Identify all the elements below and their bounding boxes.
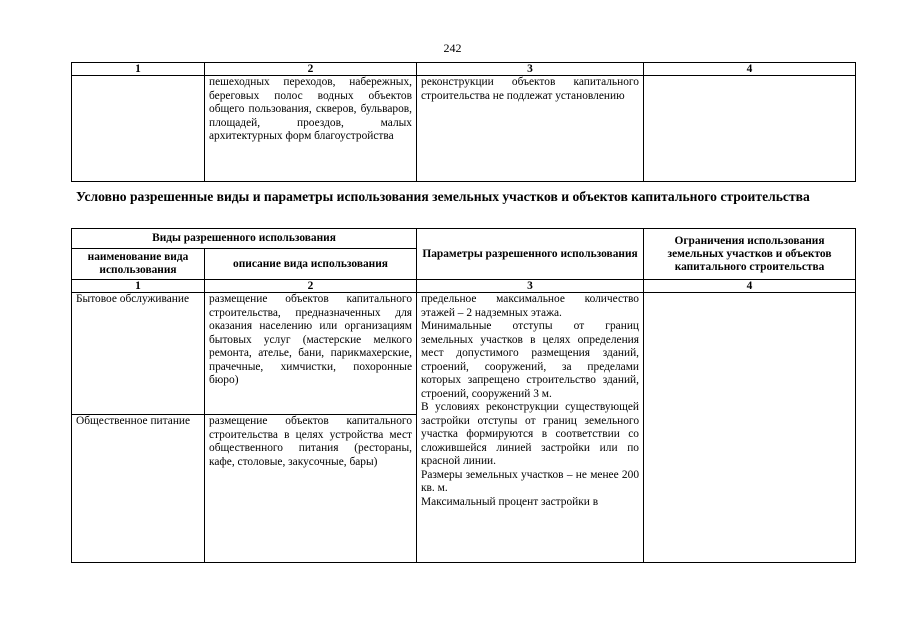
header-row-1 xyxy=(72,229,856,249)
cell-name: Общественное питание xyxy=(72,415,205,563)
header-parameters: Параметры разрешенного использования xyxy=(417,229,644,280)
column-number-1: 1 xyxy=(72,280,205,293)
column-number-2: 2 xyxy=(205,280,417,293)
cell-description: размещение объектов капитального строительства, предназначенных для оказания населению или организациям бытовых услуг (мастерские мелкого ремонта, ателье, бани, парикмахерские, прачечные, химчистки, похоронные бюро) xyxy=(205,293,417,415)
header-description: описание вида использования xyxy=(205,249,417,280)
cell-restrictions xyxy=(644,76,856,182)
table-row xyxy=(72,293,856,415)
cell-description: пешеходных переходов, набережных, береговых полос водных объектов общего пользования, скверов, бульваров, площадей, проездов, малых архитектурных форм благоустройства xyxy=(205,76,417,182)
column-number-3: 3 xyxy=(417,280,644,293)
column-numbers-row xyxy=(72,63,856,76)
parameter-paragraph: Максимальный процент застройки в xyxy=(421,495,599,508)
parameter-paragraph: Минимальные отступы от границ земельных участков в целях определения мест допустимого размещения зданий, строений, сооружений, за пределами которых запрещено строительство зданий, строений, сооружений 3 м. xyxy=(421,320,640,400)
section-title: Условно разрешенные виды и параметры использования земельных участков и объектов капитального строительства xyxy=(76,189,810,204)
top-table xyxy=(71,62,856,182)
column-number-4: 4 xyxy=(644,280,856,293)
column-number-1: 1 xyxy=(72,63,205,76)
header-name: наименование вида использования xyxy=(72,249,205,280)
cell-description: размещение объектов капитального строительства в целях устройства мест общественного питания (рестораны, кафе, столовые, закусочные, бары) xyxy=(205,415,417,563)
column-number-4: 4 xyxy=(644,63,856,76)
parameter-paragraph: предельное максимальное количество этажей – 2 надземных этажа. xyxy=(421,293,640,319)
column-number-2: 2 xyxy=(205,63,417,76)
page-number: 242 xyxy=(443,41,462,55)
cell-restrictions xyxy=(644,293,856,563)
cell-parameters xyxy=(417,293,644,563)
cell-name: Бытовое обслуживание xyxy=(72,293,205,415)
parameter-paragraph: Размеры земельных участков – не менее 200 кв. м. xyxy=(421,468,640,494)
table-row xyxy=(72,76,856,182)
header-restrictions: Ограничения использования земельных участков и объектов капитального строительства xyxy=(644,229,856,280)
header-group: Виды разрешенного использования xyxy=(72,229,417,249)
cell-parameters: реконструкции объектов капитального строительства не подлежат установлению xyxy=(417,76,644,182)
column-numbers-row xyxy=(72,280,856,293)
column-number-3: 3 xyxy=(417,63,644,76)
parameter-paragraph: В условиях реконструкции существующей застройки отступы от границ земельного участка формируются в соответствии со сложившейся линией застройки или по красной линии. xyxy=(421,401,640,467)
main-table xyxy=(71,228,856,563)
cell-empty xyxy=(72,76,205,182)
